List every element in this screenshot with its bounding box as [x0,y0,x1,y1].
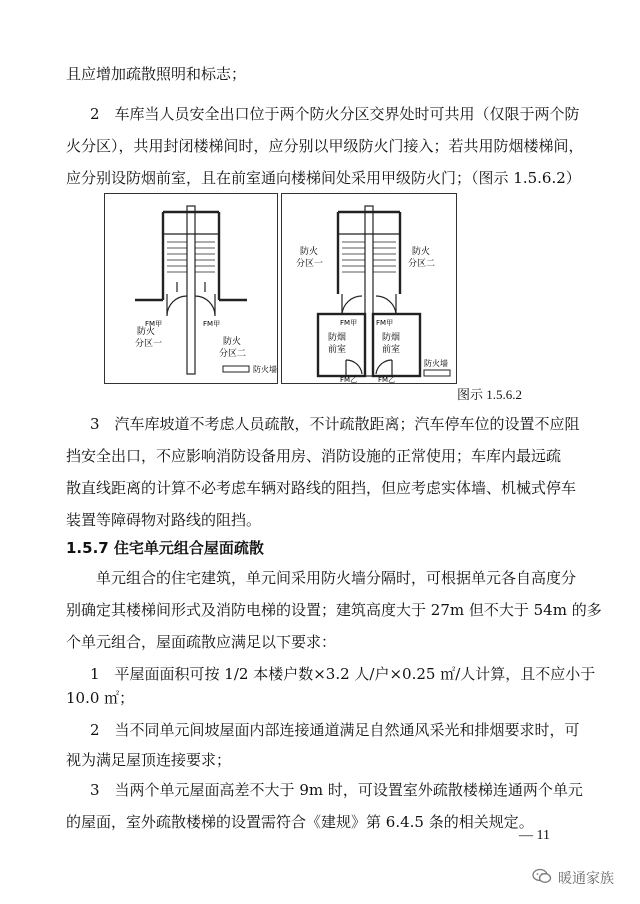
text-line: 应分别设防烟前室，且在前室通向楼梯间处采用甲级防火门；（图示 1.5.6.2） [66,169,581,187]
brand-watermark [532,868,614,888]
text-line: 散直线距离的计算不必考虑车辆对路线的阻挡，但应考虑实体墙、机械式停车 [66,479,577,497]
text-line: 挡安全出口，不应影响消防设备用房、消防设施的正常使用；车库内最远疏 [66,447,562,465]
room-label: 防烟 [382,333,401,343]
zone-label: 分区二 [219,349,247,359]
zone-label: 分区一 [135,339,163,349]
door-label: FM甲 [145,320,163,328]
figure-panel-right [281,193,457,384]
legend-label: 防火墙 [424,359,448,368]
room-label: 前室 [328,345,347,355]
section-heading: 1.5.7 住宅单元组合屋面疏散 [66,539,264,557]
text-line: 3 当两个单元屋面高差不大于 9m 时，可设置室外疏散楼梯连通两个单元 [90,781,583,799]
zone-label: 防火 [223,337,242,347]
wechat-icon [532,868,552,888]
text-line: 3 汽车库坡道不考虑人员疏散，不计疏散距离；汽车停车位的设置不应阻 [90,415,580,433]
door-label: FM乙 [340,376,358,383]
text-line: 1 平屋面面积可按 1/2 本楼户数×3.2 人/户×0.25 ㎡/人计算，且不应小于 [90,665,596,683]
room-label: 防烟 [328,333,347,343]
text-line: 且应增加疏散照明和标志； [66,65,247,83]
room-label: 前室 [382,345,401,355]
brand-name: 暖通家族 [558,871,614,887]
stair-diagram-right [282,194,456,383]
text-line: 火分区），共用封闭楼梯间时，应分别以甲级防火门接入；若共用防烟楼梯间， [66,137,584,155]
page-number: — 11 [519,828,550,843]
text-line: 2 当不同单元间坡屋面内部连接通道满足自然通风采光和排烟要求时，可 [90,721,580,739]
zone-label: 分区二 [408,259,436,269]
figure-caption: 图示 1.5.6.2 [457,387,523,402]
text-line: 装置等障碍物对路线的阻挡。 [66,511,262,529]
legend-label: 防火墙 [253,365,277,374]
stair-diagram-left [105,194,277,383]
text-line: 单元组合的住宅建筑，单元间采用防火墙分隔时，可根据单元各自高度分 [96,569,577,587]
zone-label: 分区一 [296,259,324,269]
text-line: 视为满足屋顶连接要求； [66,751,232,769]
text-line: 10.0 ㎡； [66,689,135,707]
text-line: 别确定其楼梯间形式及消防电梯的设置；建筑高度大于 27m 但不大于 54m 的多 [66,601,602,619]
zone-label: 防火 [300,247,319,257]
zone-label: 防火 [412,247,431,257]
figure-panel-left [104,193,278,384]
text-line: 的屋面，室外疏散楼梯的设置需符合《建规》第 6.4.5 条的相关规定。 [66,813,534,831]
text-line: 2 车库当人员安全出口位于两个防火分区交界处时可共用（仅限于两个防 [90,105,580,123]
door-label: FM乙 [378,376,396,383]
door-label: FM甲 [376,319,394,327]
door-label: FM甲 [340,319,358,327]
text-line: 个单元组合，屋面疏散应满足以下要求： [66,633,337,651]
door-label: FM甲 [203,320,221,328]
zone-label: 防火 [137,327,156,337]
